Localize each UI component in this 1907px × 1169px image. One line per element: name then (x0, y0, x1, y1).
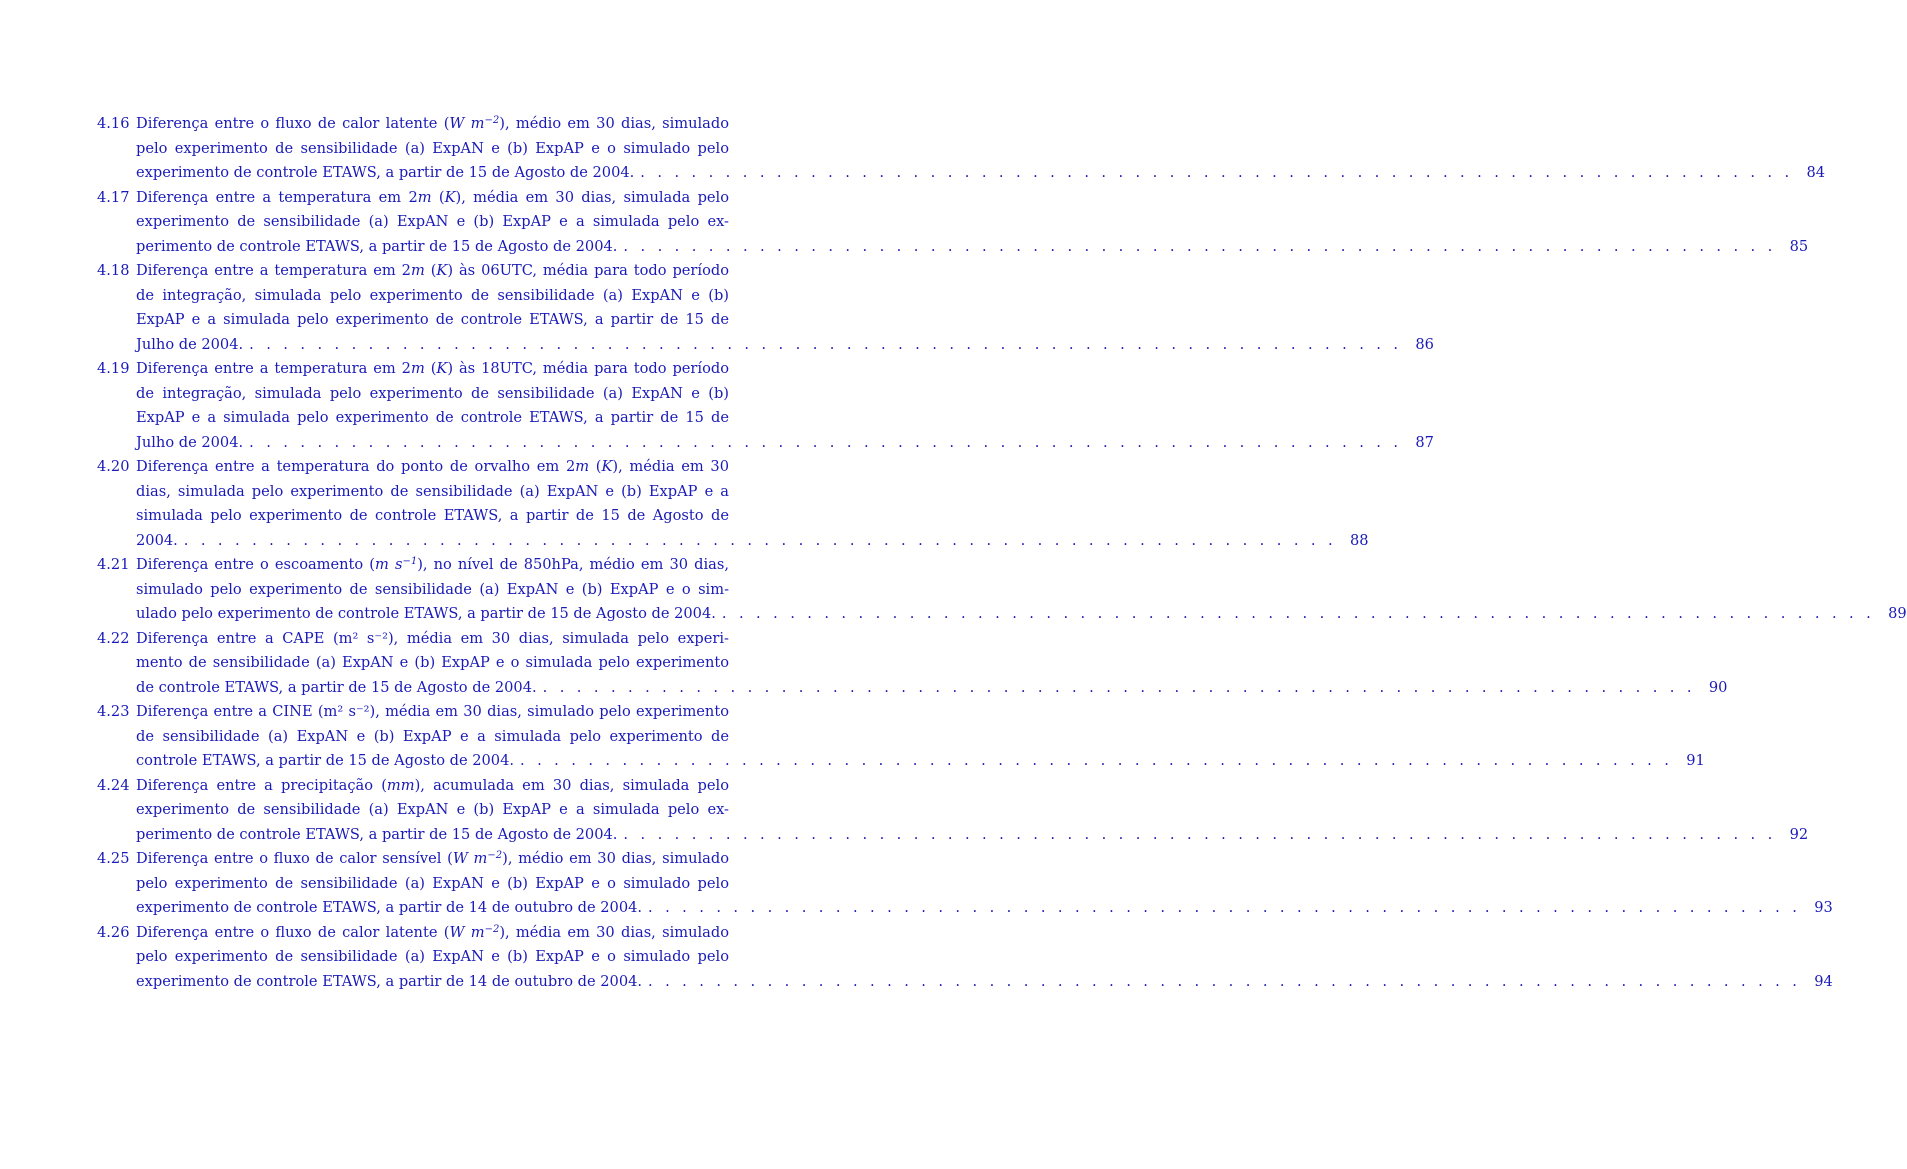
figure-entry[interactable] (97, 259, 1434, 357)
dot-leader (648, 970, 1801, 995)
figure-caption-line: Diferença entre o fluxo de calor sensível (W $m^{-2}$), médio em 30 dias, simulado (136, 850, 730, 867)
figure-caption-line: Diferença entre a temperatura em 2m (K) às 06UTC, média para todo período (136, 262, 729, 279)
dot-leader (648, 896, 1801, 921)
figure-entry[interactable] (97, 774, 1809, 848)
figure-entry[interactable] (97, 553, 1907, 627)
figure-caption-line: de integração, simulada pelo experimento de sensibilidade (a) ExpAN e (b) (136, 286, 729, 304)
page-number[interactable]: 87 (1415, 433, 1434, 451)
figure-entry[interactable] (97, 847, 1833, 921)
page-number[interactable]: 94 (1814, 972, 1833, 990)
page-number[interactable]: 92 (1789, 825, 1809, 843)
page-number[interactable]: 88 (1349, 531, 1369, 549)
figure-caption-line: experimento de sensibilidade (a) ExpAN e (b) ExpAP e a simulada pelo ex- (136, 213, 729, 230)
figure-number: 4.18 (97, 262, 130, 279)
dot-leader (543, 676, 1696, 701)
figure-caption-line: controle ETAWS, a partir de 15 de Agosto de 2004. (136, 752, 515, 769)
figure-caption-line: Diferença entre o fluxo de calor latente (W $m^{-2}$), médio em 30 dias, simulado (136, 115, 729, 132)
page-number[interactable]: 89 (1888, 605, 1907, 622)
figure-entry[interactable] (97, 627, 1728, 701)
dot-leader (249, 333, 1402, 358)
figure-entry[interactable] (97, 455, 1369, 553)
figure-caption-line: Diferença entre a temperatura em 2m (K), média em 30 dias, simulada pelo (136, 188, 729, 206)
figure-caption-line: 2004. (136, 531, 178, 549)
figure-entry[interactable] (97, 112, 1826, 186)
figure-caption-line: Diferença entre a CAPE (m² s⁻²), média em 30 dias, simulada pelo experi- (136, 629, 729, 647)
page-number[interactable]: 86 (1415, 335, 1434, 353)
figure-caption-line: ExpAP e a simulada pelo experimento de controle ETAWS, a partir de 15 de (136, 311, 729, 328)
figure-caption-line: pelo experimento de sensibilidade (a) ExpAN e (b) ExpAP e o simulado pelo (136, 139, 729, 157)
figure-number: 4.24 (97, 776, 130, 794)
figure-number: 4.26 (97, 923, 130, 941)
figure-entry[interactable] (97, 700, 1705, 774)
figure-caption-line: Diferença entre o escoamento (m $s^{-1}$), no nível de 850hPa, médio em 30 dias, (136, 556, 730, 573)
figure-caption-line: perimento de controle ETAWS, a partir de 15 de Agosto de 2004. (136, 237, 618, 255)
figure-caption-line: Julho de 2004. (136, 433, 244, 451)
figure-number: 4.20 (97, 458, 130, 475)
figure-caption-line: perimento de controle ETAWS, a partir de 15 de Agosto de 2004. (136, 825, 618, 843)
dot-leader (249, 431, 1402, 456)
dot-leader (623, 235, 1776, 260)
figure-caption-line: experimento de controle ETAWS, a partir de 15 de Agosto de 2004. (136, 164, 635, 181)
figure-caption-line: Julho de 2004. (136, 335, 244, 353)
figure-caption-line: pelo experimento de sensibilidade (a) ExpAN e (b) ExpAP e o simulado pelo (136, 874, 729, 892)
page-number[interactable]: 91 (1686, 752, 1705, 769)
page-number[interactable]: 90 (1708, 678, 1728, 696)
figure-caption-line: ExpAP e a simulada pelo experimento de controle ETAWS, a partir de 15 de (136, 409, 729, 426)
figure-caption-line: de controle ETAWS, a partir de 15 de Agosto de 2004. (136, 678, 537, 696)
figure-number: 4.25 (97, 850, 130, 867)
figure-caption-line: Diferença entre o fluxo de calor latente (W $m^{-2}$), média em 30 dias, simulado (136, 923, 729, 941)
figure-number: 4.22 (97, 629, 130, 647)
dot-leader (623, 823, 1776, 848)
figure-caption-line: Diferença entre a temperatura em 2m (K) às 18UTC, média para todo período (136, 360, 729, 377)
figure-number: 4.19 (97, 360, 130, 377)
figure-caption-line: Diferença entre a temperatura do ponto de orvalho em 2m (K), média em 30 (136, 458, 729, 475)
figure-entry[interactable] (97, 921, 1833, 995)
figure-number: 4.17 (97, 188, 130, 206)
page-number[interactable]: 93 (1814, 899, 1833, 916)
figure-caption-line: simulado pelo experimento de sensibilidade (a) ExpAN e (b) ExpAP e o sim- (136, 580, 729, 598)
page-number[interactable]: 85 (1789, 237, 1809, 255)
figure-caption-line: simulada pelo experimento de controle ETAWS, a partir de 15 de Agosto de (136, 507, 729, 524)
dot-leader (640, 161, 1793, 186)
figure-number: 4.16 (97, 115, 130, 132)
figure-caption-line: Diferença entre a precipitação (mm), acumulada em 30 dias, simulada pelo (136, 776, 729, 794)
figure-caption-line: ulado pelo experimento de controle ETAWS, a partir de 15 de Agosto de 2004. (136, 605, 716, 622)
figure-caption-line: mento de sensibilidade (a) ExpAN e (b) ExpAP e o simulada pelo experimento (136, 654, 729, 671)
figure-caption-line: dias, simulada pelo experimento de sensibilidade (a) ExpAN e (b) ExpAP e a (136, 482, 729, 500)
figure-caption-line: experimento de controle ETAWS, a partir de 14 de outubro de 2004. (136, 899, 643, 916)
dot-leader (184, 529, 1337, 554)
figure-caption-line: de integração, simulada pelo experimento de sensibilidade (a) ExpAN e (b) (136, 384, 729, 402)
dot-leader (520, 749, 1673, 774)
figure-entry[interactable] (97, 357, 1434, 455)
figure-entry[interactable] (97, 186, 1809, 260)
dot-leader (722, 602, 1875, 627)
figure-caption-line: experimento de controle ETAWS, a partir de 14 de outubro de 2004. (136, 972, 643, 990)
figure-number: 4.23 (97, 703, 130, 720)
list-of-figures (97, 112, 1907, 994)
figure-number: 4.21 (97, 556, 130, 573)
figure-caption-line: de sensibilidade (a) ExpAN e (b) ExpAP e a simulada pelo experimento de (136, 727, 729, 745)
figure-caption-line: pelo experimento de sensibilidade (a) ExpAN e (b) ExpAP e o simulado pelo (136, 948, 729, 965)
figure-caption-line: Diferença entre a CINE (m² s⁻²), média em 30 dias, simulado pelo experimento (136, 703, 729, 720)
page-number[interactable]: 84 (1806, 164, 1826, 181)
figure-caption-line: experimento de sensibilidade (a) ExpAN e (b) ExpAP e a simulada pelo ex- (136, 801, 729, 818)
